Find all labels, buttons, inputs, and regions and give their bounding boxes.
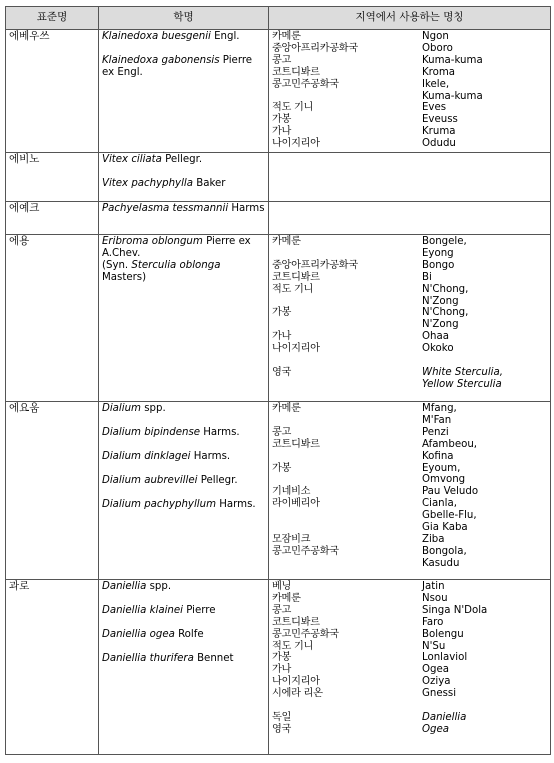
local-name: Kofina	[422, 450, 454, 462]
table-row	[6, 580, 551, 755]
scientific-name: Klainedoxa gabonensis Pierre ex Engl.	[102, 54, 253, 78]
local-names	[269, 235, 551, 402]
country-name: 가봉	[272, 652, 292, 664]
standard-name: 에예크	[6, 202, 99, 235]
scientific-name: Dialium bipindense Harms.	[102, 426, 240, 438]
local-names	[269, 153, 551, 202]
local-name: Ngon	[422, 31, 449, 42]
country-name: 베닝	[272, 581, 292, 592]
local-name: N'Zong	[422, 319, 459, 331]
local-name: Pau Veludo	[422, 486, 479, 498]
scientific-names	[99, 30, 269, 153]
table-row	[6, 30, 551, 153]
country-name: 코트디봐르	[272, 271, 320, 283]
local-name: Okoko	[422, 343, 454, 355]
country-name: 가나	[272, 664, 292, 676]
country-name: 나이지리아	[272, 676, 320, 688]
table-row	[6, 202, 551, 235]
local-name: Faro	[422, 616, 444, 628]
country-name: 카메룬	[272, 236, 301, 247]
country-name	[272, 451, 422, 463]
local-names	[269, 580, 551, 755]
country-name	[272, 319, 422, 331]
country-name: 적도 기니	[272, 102, 314, 114]
standard-name: 과로	[6, 580, 99, 755]
table-row	[6, 153, 551, 202]
local-name: Yellow Sterculia	[422, 378, 502, 390]
country-name: 기네비소	[272, 486, 311, 498]
local-name: Singa N'Dola	[422, 604, 488, 616]
country-name: 카메룬	[272, 592, 301, 604]
country-name: 적도 기니	[272, 283, 314, 295]
local-name: Nsou	[422, 592, 448, 604]
local-name: Kuma-kuma	[422, 54, 483, 66]
scientific-name: Klainedoxa buesgenii Engl.	[102, 31, 240, 42]
country-name: 코트디봐르	[272, 616, 320, 628]
country-name: 코트디봐르	[272, 66, 320, 78]
local-name: N'Su	[422, 640, 446, 652]
local-name: Jatin	[422, 581, 445, 592]
country-name: 콩고	[272, 604, 292, 616]
local-name: Eveuss	[422, 114, 458, 126]
country-name	[272, 474, 422, 486]
scientific-name: Pachyelasma tessmannii Harms	[102, 203, 265, 214]
local-name: M'Fan	[422, 414, 452, 426]
local-name: Kroma	[422, 66, 456, 78]
scientific-names	[99, 580, 269, 755]
local-name: Bongola,	[422, 545, 467, 557]
country-name: 나이지리아	[272, 138, 320, 150]
local-names	[269, 202, 551, 235]
local-name: Bongo	[422, 259, 455, 271]
local-name: Cianla,	[422, 498, 457, 510]
scientific-name: Daniellia spp.	[102, 581, 172, 592]
country-name: 카메룬	[272, 403, 301, 414]
local-name: Mfang,	[422, 403, 457, 414]
scientific-names	[99, 235, 269, 402]
country-name	[272, 700, 422, 712]
header-scientific-name: 학명	[99, 7, 269, 30]
local-name: Ziba	[422, 533, 445, 545]
local-name: Ohaa	[422, 331, 449, 343]
country-name	[272, 296, 422, 308]
country-name: 영국	[272, 366, 292, 378]
timber-names-table	[5, 6, 551, 755]
country-name: 가봉	[272, 462, 292, 474]
scientific-name: Daniellia thurifera Bennet	[102, 652, 234, 664]
header-local-names: 지역에서 사용하는 명칭	[269, 7, 551, 30]
scientific-name: Vitex ciliata Pellegr.	[102, 154, 203, 165]
standard-name: 에요움	[6, 402, 99, 580]
country-name: 중앙아프리카공화국	[272, 42, 358, 54]
local-name: White Sterculia,	[422, 366, 503, 378]
local-name: Eves	[422, 102, 447, 114]
country-name: 시에라 리온	[272, 688, 323, 700]
local-name: Bolengu	[422, 628, 464, 640]
country-name	[272, 558, 422, 570]
local-name: N'Chong,	[422, 283, 469, 295]
country-name	[272, 510, 422, 522]
scientific-name: Dialium pachyphyllum Harms.	[102, 498, 256, 510]
local-name: Kruma	[422, 126, 456, 138]
local-name: Gia Kaba	[422, 522, 468, 534]
local-name: N'Chong,	[422, 307, 469, 319]
scientific-names	[99, 153, 269, 202]
scientific-name: Dialium aubrevillei Pellegr.	[102, 474, 238, 486]
country-name: 독일	[272, 711, 292, 723]
local-name: Oziya	[422, 676, 451, 688]
local-name: Oboro	[422, 42, 453, 54]
local-name: Gnessi	[422, 688, 457, 700]
country-name: 적도 기니	[272, 640, 314, 652]
scientific-name: Daniellia ogea Rolfe	[102, 628, 204, 640]
country-name: 코트디봐르	[272, 438, 320, 450]
local-name: Lonlaviol	[422, 652, 468, 664]
local-name	[422, 355, 547, 367]
local-name: N'Zong	[422, 295, 459, 307]
country-name: 콩고민주공화국	[272, 545, 339, 557]
country-name	[272, 522, 422, 534]
standard-name: 에비노	[6, 153, 99, 202]
country-name: 콩고민주공화국	[272, 628, 339, 640]
country-name: 콩고민주공화국	[272, 78, 339, 90]
country-name: 중앙아프리카공화국	[272, 259, 358, 271]
local-name: Ogea	[422, 664, 449, 676]
country-name: 콩고	[272, 54, 292, 66]
local-name: Kuma-kuma	[422, 90, 483, 102]
header-standard-name: 표준명	[6, 7, 99, 30]
country-name: 영국	[272, 723, 292, 735]
country-name: 가나	[272, 331, 292, 343]
country-name: 나이지리아	[272, 343, 320, 355]
country-name: 카메룬	[272, 31, 301, 42]
local-name: Eyong	[422, 247, 454, 259]
country-name	[272, 91, 422, 103]
country-name: 가봉	[272, 307, 292, 319]
local-name: Afambeou,	[422, 438, 478, 450]
standard-name: 에용	[6, 235, 99, 402]
local-name: Gbelle-Flu,	[422, 510, 477, 522]
local-name: Daniellia	[422, 711, 467, 723]
table-row	[6, 402, 551, 580]
table-row	[6, 235, 551, 402]
local-name: Kasudu	[422, 557, 460, 569]
standard-name: 에베우쓰	[6, 30, 99, 153]
local-name: Odudu	[422, 138, 456, 150]
country-name: 콩고	[272, 426, 292, 438]
local-name: Omvong	[422, 474, 466, 486]
country-name: 가나	[272, 126, 292, 138]
header-row	[6, 7, 551, 30]
local-name: Eyoum,	[422, 462, 461, 474]
local-names	[269, 402, 551, 580]
scientific-name: Daniellia klainei Pierre	[102, 604, 216, 616]
country-name: 가봉	[272, 114, 292, 126]
local-names	[269, 30, 551, 153]
local-name: Penzi	[422, 426, 449, 438]
local-name: Bi	[422, 271, 432, 283]
country-name	[272, 379, 422, 391]
local-name: Ogea	[422, 723, 449, 735]
scientific-names	[99, 202, 269, 235]
country-name	[272, 415, 422, 427]
scientific-name: Dialium spp.	[102, 403, 166, 414]
scientific-names	[99, 402, 269, 580]
scientific-name: Eribroma oblongum Pierre ex A.Chev. (Syn. Sterculia oblonga Masters)	[102, 236, 251, 283]
scientific-name: Vitex pachyphylla Baker	[102, 177, 226, 189]
local-name: Ikele,	[422, 78, 450, 90]
country-name: 모잠비크	[272, 533, 311, 545]
local-name: Bongele,	[422, 236, 467, 247]
scientific-name: Dialium dinklagei Harms.	[102, 450, 231, 462]
country-name	[272, 248, 422, 260]
local-name	[422, 700, 547, 712]
country-name	[272, 355, 422, 367]
country-name: 라이베리아	[272, 498, 320, 510]
